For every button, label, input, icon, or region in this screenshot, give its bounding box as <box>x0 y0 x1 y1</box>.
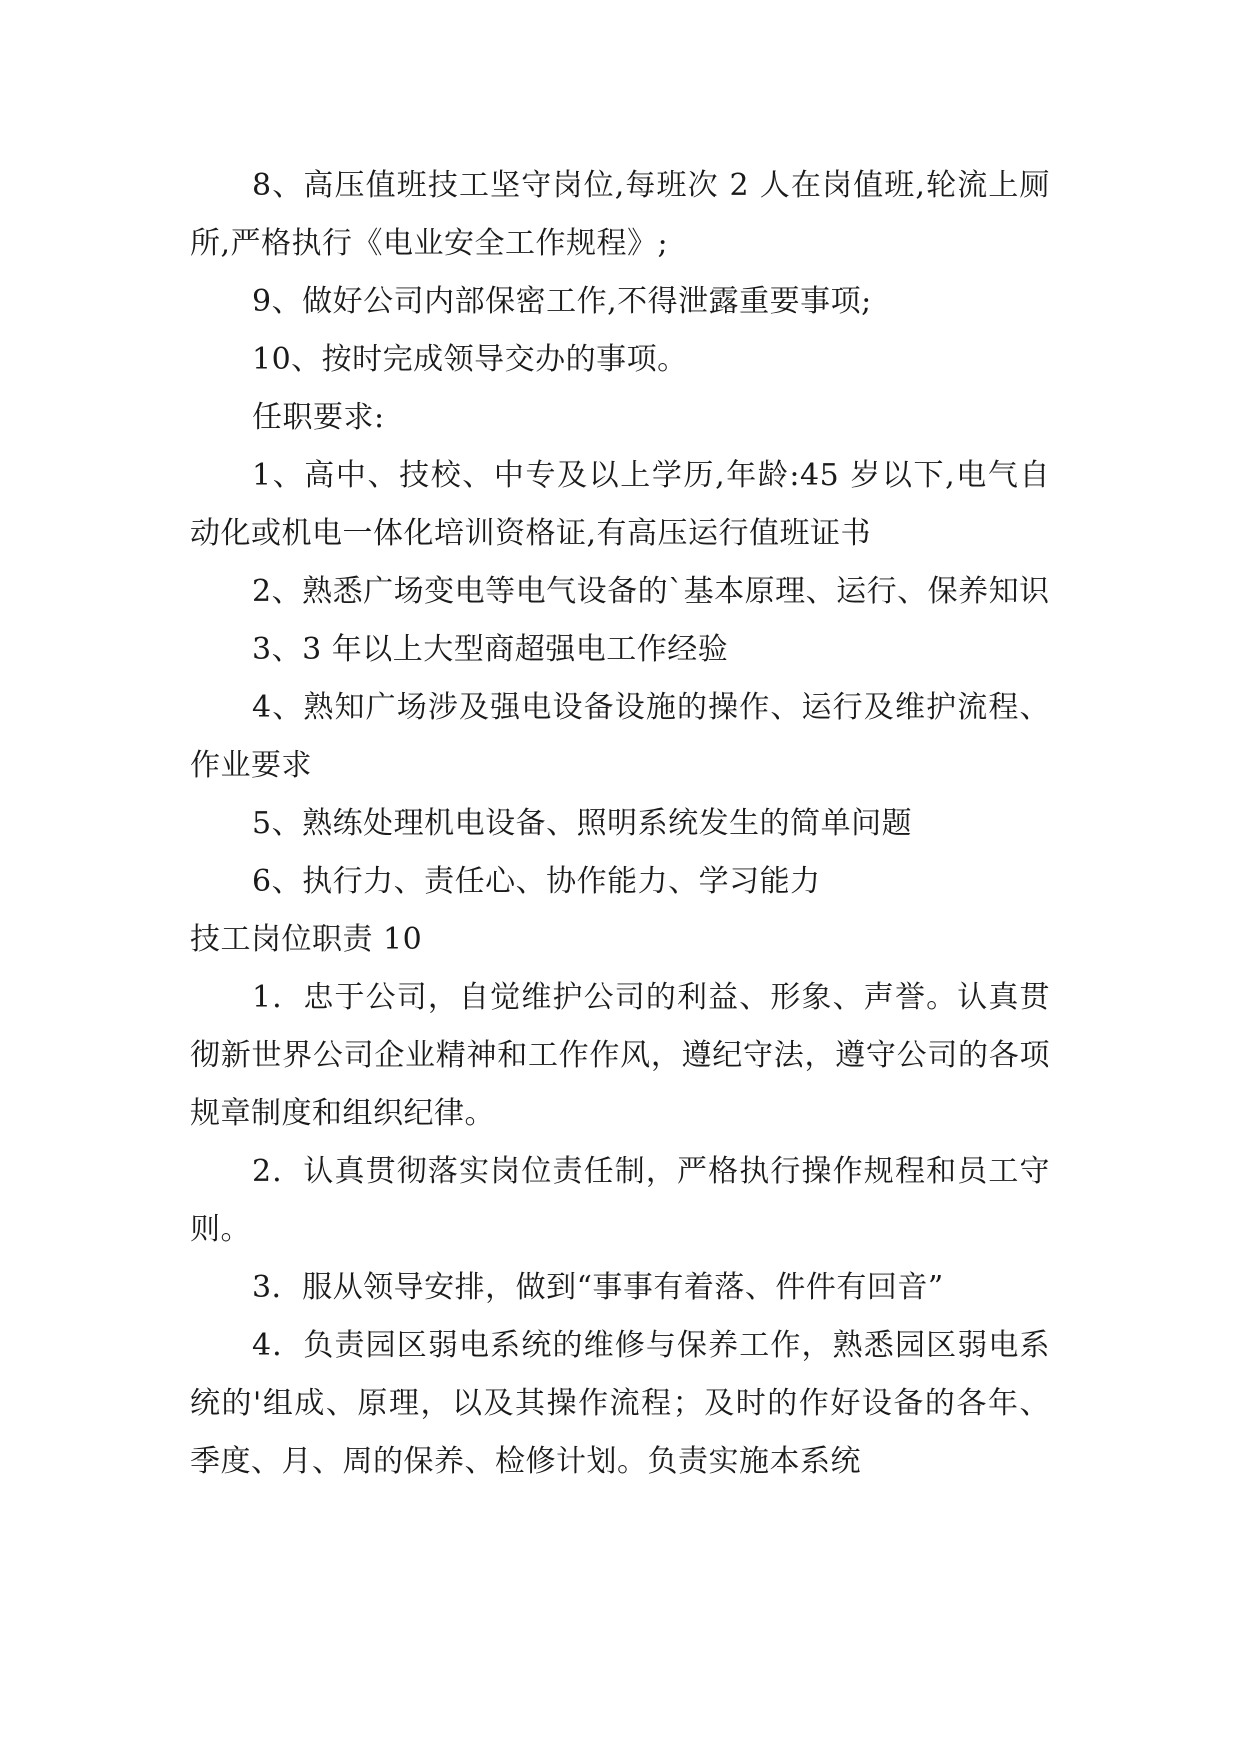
paragraph-duty-9: 9、做好公司内部保密工作,不得泄露重要事项; <box>252 284 872 319</box>
paragraph-requirement-5: 5、熟练处理机电设备、照明系统发生的简单问题 <box>252 806 913 841</box>
paragraph-requirement-6: 6、执行力、责任心、协作能力、学习能力 <box>252 864 821 899</box>
paragraph-requirement-2: 2、熟悉广场变电等电气设备的`基本原理、运行、保养知识 <box>252 574 1050 609</box>
section-label-requirements: 任职要求: <box>252 400 385 435</box>
paragraph-duty-10: 10、按时完成领导交办的事项。 <box>252 342 688 377</box>
paragraph-requirement-4: 4、熟知广场涉及强电设备设施的操作、运行及维护流程、作业要求 <box>190 690 1050 783</box>
paragraph-requirement-3: 3、3 年以上大型商超强电工作经验 <box>252 632 729 667</box>
paragraph-responsibility-2: 2．认真贯彻落实岗位责任制，严格执行操作规程和员工守则。 <box>190 1154 1050 1247</box>
paragraph-responsibility-1: 1．忠于公司，自觉维护公司的利益、形象、声誉。认真贯彻新世界公司企业精神和工作作风，遵纪守法，遵守公司的各项规章制度和组织纪律。 <box>190 980 1050 1131</box>
paragraph-responsibility-4: 4．负责园区弱电系统的维修与保养工作，熟悉园区弱电系统的'组成、原理，以及其操作流程；及时的作好设备的各年、季度、月、周的保养、检修计划。负责实施本系统 <box>190 1328 1050 1479</box>
document-body <box>190 157 1050 1491</box>
section-heading: 技工岗位职责 10 <box>190 922 423 957</box>
paragraph-requirement-1: 1、高中、技校、中专及以上学历,年龄:45 岁以下,电气自动化或机电一体化培训资格证,有高压运行值班证书 <box>190 458 1050 551</box>
paragraph-duty-8: 8、高压值班技工坚守岗位,每班次 2 人在岗值班,轮流上厕所,严格执行《电业安全工作规程》; <box>190 168 1050 261</box>
paragraph-responsibility-3: 3．服从领导安排，做到“事事有着落、件件有回音” <box>252 1270 944 1305</box>
